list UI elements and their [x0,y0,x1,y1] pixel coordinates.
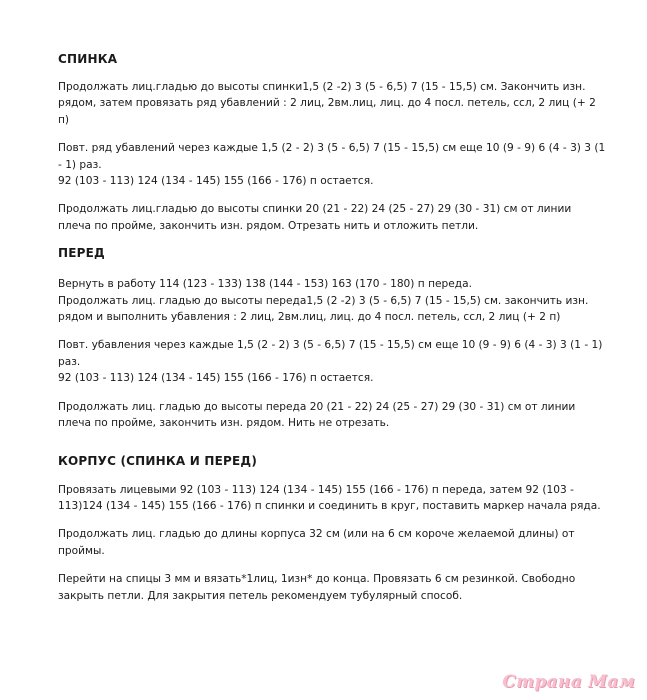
paragraph: Вернуть в работу 114 (123 - 133) 138 (144 - 153) 163 (170 - 180) п переда. [58,278,472,291]
paragraph: Повт. ряд убавлений через каждые 1,5 (2 - 2) 3 (5 - 6,5) 7 (15 - 15,5) см еще 10 (9 - 9) 6 (4 - 3) 3 (1 - 1) раз. [58,142,606,171]
paragraph: Перейти на спицы 3 мм и вязать*1лиц, 1изн* до конца. Провязать 6 см резинкой. Свободно закрыть петли. Для закрытия петель рекомендуем тубулярный способ. [58,573,576,602]
paragraph: 92 (103 - 113) 124 (134 - 145) 155 (166 - 176) п остается. [58,372,374,385]
section-title-front: ПЕРЕД [58,246,105,261]
paragraph: Продолжать лиц. гладью до высоты переда 20 (21 - 22) 24 (25 - 27) 29 (30 - 31) см от линии плеча по пройме, закончить изн. рядом. Нить не отрезать. [58,400,576,430]
paragraph: Продолжать лиц. гладью до высоты переда1,5 (2 -2) 3 (5 - 6,5) 7 (15 - 15,5) см. закончить изн. рядом и выполнить убавления : 2 лиц, 2вм.лиц, лиц. до 4 посл. петель, ссл, 2 лиц (+ 2 п) [58,294,589,324]
paragraph: Повт. убавления через каждые 1,5 (2 - 2) 3 (5 - 6,5) 7 (15 - 15,5) см еще 10 (9 - 9) 6 (4 - 3) 3 (1 - 1) раз. [58,339,603,368]
site-watermark: Страна Мам [502,672,635,692]
paragraph: Продолжать лиц.гладью до высоты спинки 20 (21 - 22) 24 (25 - 27) 29 (30 - 31) см от линии плеча по пройме, закончить изн. рядом. Отрезать нить и отложить петли. [58,203,572,232]
document-page [58,40,606,604]
section-title-back: СПИНКА [58,52,118,66]
section-title-body: КОРПУС (СПИНКА И ПЕРЕД) [58,453,258,468]
paragraph: Продолжать лиц. гладью до длины корпуса 32 см (или на 6 см короче желаемой длины) от проймы. [58,528,575,557]
paragraph: 92 (103 - 113) 124 (134 - 145) 155 (166 - 176) п остается. [58,175,374,188]
paragraph: Продолжать лиц.гладью до высоты спинки1,5 (2 -2) 3 (5 - 6,5) 7 (15 - 15,5) см. Закончить изн. рядом, затем провязать ряд убавлений : 2 лиц, 2вм.лиц, лиц. до 4 посл. петель, ссл, 2 лиц (+ 2 п) [58,81,596,126]
paragraph: Провязать лицевыми 92 (103 - 113) 124 (134 - 145) 155 (166 - 176) п переда, затем 92 (103 - 113)124 (134 - 145) 155 (166 - 176) п спинки и соединить в круг, поставить маркер начала ряда. [58,483,601,512]
